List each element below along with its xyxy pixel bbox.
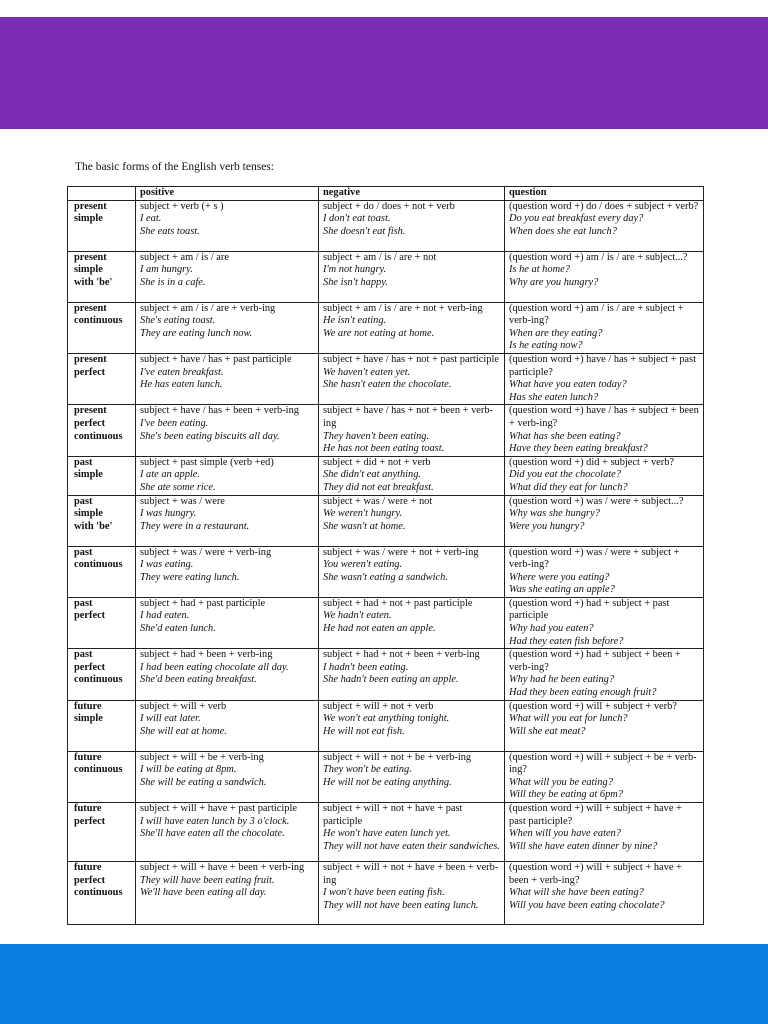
tense-name — [68, 495, 136, 546]
negative-example: He won't have eaten lunch yet. — [323, 828, 451, 840]
tense-name — [68, 546, 136, 597]
question-formula: (question word +) had + subject + past participle — [509, 597, 670, 622]
bottom-banner — [0, 944, 768, 1024]
negative-example: We weren't hungry. — [323, 508, 403, 520]
tense-name-line: continuous — [74, 315, 123, 327]
question-cell — [505, 546, 704, 597]
negative-example: We won't eat anything tonight. — [323, 713, 450, 725]
negative-example: She hasn't eaten the chocolate. — [323, 379, 452, 391]
negative-formula: subject + will + not + have + past participle — [323, 803, 463, 827]
question-formula: (question word +) did + subject + verb? — [509, 456, 675, 468]
question-example: Where were you eating? — [509, 571, 610, 583]
negative-example: They will not have eaten their sandwiches. — [323, 840, 500, 852]
negative-cell — [319, 456, 505, 495]
negative-cell — [319, 495, 505, 546]
tense-name-line: past — [74, 456, 93, 468]
negative-example: She wasn't at home. — [323, 520, 406, 532]
question-example: What have you eaten today? — [509, 379, 627, 391]
question-example: Will she have eaten dinner by nine? — [509, 840, 658, 852]
tense-name-line: simple — [74, 508, 103, 520]
question-cell — [505, 862, 704, 925]
positive-example: I eat. — [140, 213, 162, 225]
negative-cell — [319, 700, 505, 751]
table-row — [68, 597, 704, 648]
tense-name-line: past — [74, 597, 93, 609]
negative-example: They did not eat breakfast. — [323, 481, 434, 493]
tense-name-line: present — [74, 405, 107, 417]
question-formula: (question word +) am / is / are + subject...? — [509, 251, 688, 263]
question-formula: (question word +) was / were + subject + verb-ing? — [509, 546, 680, 571]
question-example: Why had he been eating? — [509, 674, 615, 686]
tense-name-line: perfect — [74, 661, 106, 673]
negative-example: He will not eat fish. — [323, 725, 405, 737]
positive-example: I've eaten breakfast. — [140, 366, 224, 378]
negative-example: They haven't been eating. — [323, 430, 430, 442]
negative-cell — [319, 649, 505, 700]
negative-example: She isn't happy. — [323, 276, 388, 288]
positive-example: She'd eaten lunch. — [140, 623, 216, 635]
positive-cell — [136, 251, 319, 302]
positive-example: We'll have been eating all day. — [140, 887, 267, 899]
tense-name-line: continuous — [74, 559, 123, 571]
question-example: What will you eat for lunch? — [509, 713, 628, 725]
positive-example: They will have been eating fruit. — [140, 874, 275, 886]
question-example: Is he eating now? — [509, 340, 583, 352]
tense-name-line: with 'be' — [74, 520, 113, 532]
negative-example: We haven't eaten yet. — [323, 366, 411, 378]
positive-example: I've been eating. — [140, 417, 209, 429]
positive-example: They were in a restaurant. — [140, 520, 250, 532]
positive-example: She eats toast. — [140, 225, 200, 237]
question-formula: (question word +) was / were + subject...? — [509, 495, 684, 507]
positive-formula: subject + was / were + verb-ing — [140, 546, 272, 558]
positive-formula: subject + had + past participle — [140, 597, 266, 609]
question-cell — [505, 200, 704, 251]
negative-cell — [319, 803, 505, 862]
tense-name-line: simple — [74, 469, 103, 481]
positive-example: I was hungry. — [140, 508, 197, 520]
positive-example: She is in a cafe. — [140, 276, 206, 288]
positive-example: I will have eaten lunch by 3 o'clock. — [140, 815, 290, 827]
header-positive: positive — [136, 187, 319, 201]
negative-cell — [319, 251, 505, 302]
negative-formula: subject + was / were + not — [323, 495, 433, 507]
question-example: Is he at home? — [509, 264, 570, 276]
tense-name-line: future — [74, 862, 102, 873]
question-formula: (question word +) am / is / are + subject + verb-ing? — [509, 302, 684, 327]
positive-example: I am hungry. — [140, 264, 193, 276]
positive-formula: subject + verb (+ s ) — [140, 200, 224, 212]
question-cell — [505, 803, 704, 862]
question-example: Do you eat breakfast every day? — [509, 213, 644, 225]
negative-example: She wasn't eating a sandwich. — [323, 571, 448, 583]
positive-formula: subject + have / has + been + verb-ing — [140, 405, 299, 417]
positive-formula: subject + had + been + verb-ing — [140, 649, 273, 661]
positive-formula: subject + am / is / are — [140, 251, 229, 263]
table-row — [68, 700, 704, 751]
tense-name-line: future — [74, 700, 102, 712]
negative-cell — [319, 862, 505, 925]
header-question: question — [505, 187, 704, 201]
question-example: Will she eat meat? — [509, 725, 586, 737]
question-cell — [505, 405, 704, 456]
tense-name-line: simple — [74, 713, 103, 725]
positive-cell — [136, 353, 319, 404]
question-cell — [505, 456, 704, 495]
question-example: Why are you hungry? — [509, 276, 599, 288]
positive-formula: subject + was / were — [140, 495, 225, 507]
positive-example: She'll have eaten all the chocolate. — [140, 828, 285, 840]
table-row — [68, 353, 704, 404]
header-tense — [68, 187, 136, 201]
tense-name-line: simple — [74, 264, 103, 276]
question-formula: (question word +) had + subject + been + verb-ing? — [509, 649, 681, 673]
positive-example: They are eating lunch now. — [140, 327, 253, 339]
negative-example: She didn't eat anything. — [323, 469, 422, 481]
question-example: What did they eat for lunch? — [509, 481, 628, 493]
negative-example: I hadn't been eating. — [323, 661, 409, 673]
positive-example: She will be eating a sandwich. — [140, 776, 267, 788]
negative-example: You weren't eating. — [323, 559, 403, 571]
tense-name-line: present — [74, 353, 107, 365]
positive-example: She'd been eating breakfast. — [140, 674, 257, 686]
table-row — [68, 751, 704, 802]
positive-example: I will be eating at 8pm. — [140, 764, 237, 776]
tense-name — [68, 700, 136, 751]
negative-formula: subject + do / does + not + verb — [323, 200, 455, 212]
question-example: Why had you eaten? — [509, 623, 594, 635]
tense-name-line: present — [74, 302, 107, 314]
negative-example: I don't eat toast. — [323, 213, 391, 225]
question-example: Had they been eating enough fruit? — [509, 687, 657, 699]
positive-cell — [136, 302, 319, 353]
tense-name-line: continuous — [74, 764, 123, 776]
positive-formula: subject + will + verb — [140, 700, 227, 712]
positive-example: She will eat at home. — [140, 725, 227, 737]
positive-example: I ate an apple. — [140, 469, 201, 481]
intro-text: The basic forms of the English verb tenses: — [75, 161, 274, 173]
question-example: When does she eat lunch? — [509, 225, 617, 237]
positive-example: I was eating. — [140, 559, 194, 571]
question-example: Did you eat the chocolate? — [509, 469, 621, 481]
question-cell — [505, 700, 704, 751]
question-cell — [505, 597, 704, 648]
question-example: What will you be eating? — [509, 776, 613, 788]
question-formula: (question word +) will + subject + verb? — [509, 700, 677, 712]
table-row — [68, 251, 704, 302]
tense-name-line: future — [74, 751, 102, 763]
positive-example: I will eat later. — [140, 713, 201, 725]
question-formula: (question word +) will + subject + be + verb-ing? — [509, 751, 697, 776]
question-example: When are they eating? — [509, 327, 603, 339]
positive-example: They were eating lunch. — [140, 571, 240, 583]
positive-cell — [136, 495, 319, 546]
question-cell — [505, 353, 704, 404]
tense-name-line: past — [74, 649, 93, 661]
tense-name-line: present — [74, 251, 107, 263]
table-row — [68, 803, 704, 862]
question-example: Was she eating an apple? — [509, 584, 615, 596]
tense-name — [68, 456, 136, 495]
tense-name-line: perfect — [74, 417, 106, 429]
tense-name-line: present — [74, 200, 107, 212]
question-cell — [505, 649, 704, 700]
tense-name-line: perfect — [74, 366, 106, 378]
verb-tenses-table — [67, 186, 704, 925]
negative-formula: subject + am / is / are + not — [323, 251, 437, 263]
question-formula: (question word +) have / has + subject + been + verb-ing? — [509, 405, 699, 429]
positive-formula: subject + will + have + past participle — [140, 803, 297, 814]
question-formula: (question word +) will + subject + have + past participle? — [509, 803, 682, 827]
negative-cell — [319, 353, 505, 404]
tense-name — [68, 862, 136, 925]
tense-name — [68, 302, 136, 353]
positive-example: I had been eating chocolate all day. — [140, 661, 289, 673]
positive-example: She ate some rice. — [140, 481, 216, 493]
top-banner — [0, 17, 768, 129]
positive-example: He has eaten lunch. — [140, 379, 223, 391]
table-row — [68, 302, 704, 353]
negative-formula: subject + have / has + not + past participle — [323, 353, 499, 365]
positive-example: She's eating toast. — [140, 315, 216, 327]
question-cell — [505, 302, 704, 353]
negative-formula: subject + had + not + past participle — [323, 597, 473, 609]
positive-formula: subject + will + be + verb-ing — [140, 751, 264, 763]
tense-name — [68, 405, 136, 456]
negative-formula: subject + have / has + not + been + verb-ing — [323, 405, 494, 429]
positive-cell — [136, 546, 319, 597]
negative-example: I'm not hungry. — [323, 264, 387, 276]
tense-name-line: continuous — [74, 430, 123, 442]
tense-name — [68, 597, 136, 648]
tense-name — [68, 200, 136, 251]
negative-cell — [319, 597, 505, 648]
question-example: Have they been eating breakfast? — [509, 443, 648, 455]
negative-example: She hadn't been eating an apple. — [323, 674, 459, 686]
tense-name-line: perfect — [74, 874, 106, 886]
negative-cell — [319, 751, 505, 802]
question-example: Were you hungry? — [509, 520, 585, 532]
question-formula: (question word +) do / does + subject + verb? — [509, 200, 699, 212]
negative-cell — [319, 546, 505, 597]
negative-example: I won't have been eating fish. — [323, 887, 445, 899]
tense-name — [68, 751, 136, 802]
negative-cell — [319, 302, 505, 353]
table-row — [68, 456, 704, 495]
tense-name — [68, 803, 136, 862]
table-row — [68, 495, 704, 546]
table-row — [68, 862, 704, 925]
table-row — [68, 405, 704, 456]
tense-name — [68, 649, 136, 700]
negative-example: We hadn't eaten. — [323, 610, 392, 622]
positive-cell — [136, 700, 319, 751]
tense-name-line: perfect — [74, 610, 106, 622]
tense-name — [68, 353, 136, 404]
negative-cell — [319, 200, 505, 251]
question-formula: (question word +) have / has + subject + past participle? — [509, 353, 696, 378]
negative-example: He had not eaten an apple. — [323, 623, 436, 635]
positive-example: She's been eating biscuits all day. — [140, 430, 280, 442]
positive-cell — [136, 200, 319, 251]
negative-example: He will not be eating anything. — [323, 776, 452, 788]
positive-cell — [136, 862, 319, 925]
negative-formula: subject + had + not + been + verb-ing — [323, 649, 480, 661]
question-cell — [505, 495, 704, 546]
positive-cell — [136, 803, 319, 862]
positive-formula: subject + past simple (verb +ed) — [140, 456, 274, 468]
negative-cell — [319, 405, 505, 456]
negative-formula: subject + will + not + be + verb-ing — [323, 751, 472, 763]
question-example: What has she been eating? — [509, 430, 621, 442]
negative-formula: subject + am / is / are + not + verb-ing — [323, 302, 483, 314]
tense-name-line: future — [74, 803, 102, 814]
negative-formula: subject + did + not + verb — [323, 456, 431, 468]
negative-formula: subject + was / were + not + verb-ing — [323, 546, 479, 558]
tense-name-line: simple — [74, 213, 103, 225]
question-example: Will you have been eating chocolate? — [509, 899, 665, 911]
negative-example: He has not been eating toast. — [323, 443, 445, 455]
question-cell — [505, 751, 704, 802]
table-row — [68, 200, 704, 251]
tense-name — [68, 251, 136, 302]
table-row — [68, 649, 704, 700]
header-row — [68, 187, 704, 201]
negative-example: We are not eating at home. — [323, 327, 435, 339]
question-formula: (question word +) will + subject + have + been + verb-ing? — [509, 862, 682, 886]
question-example: When will you have eaten? — [509, 828, 621, 840]
negative-formula: subject + will + not + have + been + verb-ing — [323, 862, 499, 886]
negative-example: They will not have been eating lunch. — [323, 899, 479, 911]
tense-name-line: perfect — [74, 815, 106, 827]
header-negative: negative — [319, 187, 505, 201]
tense-name-line: with 'be' — [74, 276, 113, 288]
question-example: Why was she hungry? — [509, 508, 600, 520]
positive-cell — [136, 751, 319, 802]
positive-example: I had eaten. — [140, 610, 190, 622]
tense-name-line: past — [74, 546, 93, 558]
tense-name-line: continuous — [74, 887, 123, 899]
positive-cell — [136, 405, 319, 456]
positive-formula: subject + am / is / are + verb-ing — [140, 302, 276, 314]
question-example: Has she eaten lunch? — [509, 391, 599, 403]
positive-cell — [136, 456, 319, 495]
question-example: Had they eaten fish before? — [509, 635, 624, 647]
question-cell — [505, 251, 704, 302]
table-row — [68, 546, 704, 597]
positive-cell — [136, 597, 319, 648]
question-example: What will she have been eating? — [509, 887, 644, 899]
negative-example: She doesn't eat fish. — [323, 225, 406, 237]
positive-cell — [136, 649, 319, 700]
question-example: Will they be eating at 6pm? — [509, 789, 623, 801]
negative-example: He isn't eating. — [323, 315, 387, 327]
negative-example: They won't be eating. — [323, 764, 412, 776]
tense-name-line: continuous — [74, 674, 123, 686]
positive-formula: subject + will + have + been + verb-ing — [140, 862, 305, 873]
tense-name-line: past — [74, 495, 93, 507]
positive-formula: subject + have / has + past participle — [140, 353, 292, 365]
negative-formula: subject + will + not + verb — [323, 700, 434, 712]
